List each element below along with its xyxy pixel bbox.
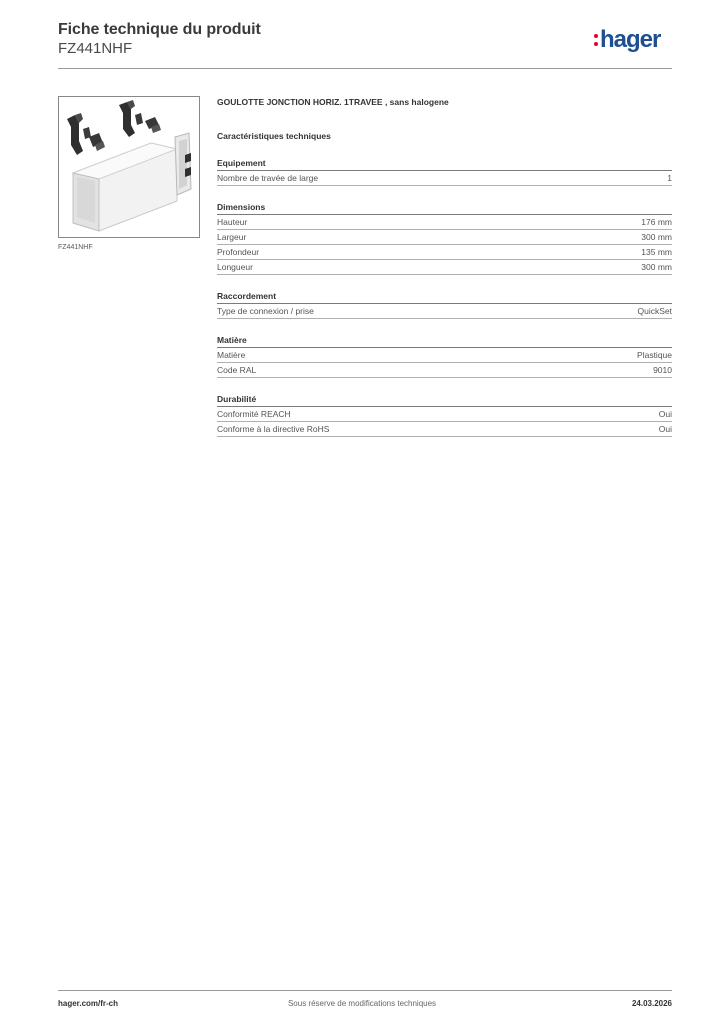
spec-value: 9010 [653, 365, 672, 375]
spec-value: QuickSet [637, 306, 672, 316]
section-title: Equipement [217, 157, 672, 171]
spec-row [217, 304, 672, 319]
spec-label: Matière [217, 350, 246, 360]
spec-label: Code RAL [217, 365, 257, 375]
spec-value: 300 mm [641, 262, 672, 272]
trunking-junction-illustration [59, 97, 199, 237]
product-image [58, 96, 200, 238]
product-description: GOULOTTE JONCTION HORIZ. 1TRAVEE , sans halogene [217, 97, 449, 107]
spec-row [217, 407, 672, 422]
header-divider [58, 68, 672, 69]
spec-value: 176 mm [641, 217, 672, 227]
section-durabilite [217, 393, 672, 437]
spec-row [217, 348, 672, 363]
spec-row [217, 260, 672, 275]
spec-value: 1 [667, 173, 672, 183]
spec-label: Nombre de travée de large [217, 173, 319, 183]
spec-value: Plastique [637, 350, 672, 360]
section-matiere [217, 334, 672, 378]
logo-text: hager [600, 26, 661, 53]
section-dimensions [217, 201, 672, 275]
spec-value: 300 mm [641, 232, 672, 242]
product-specs [217, 96, 672, 437]
section-raccordement [217, 290, 672, 319]
spec-label: Hauteur [217, 217, 248, 227]
spec-label: Longueur [217, 262, 253, 272]
spec-label: Conforme à la directive RoHS [217, 424, 330, 434]
spec-label: Profondeur [217, 247, 260, 257]
spec-row [217, 171, 672, 186]
footer-disclaimer: Sous réserve de modifications techniques [287, 999, 437, 1008]
spec-row [217, 363, 672, 378]
spec-label: Largeur [217, 232, 247, 242]
section-title: Matière [217, 334, 672, 348]
spec-row [217, 422, 672, 437]
section-title: Raccordement [217, 290, 672, 304]
spec-value: Oui [658, 424, 672, 434]
product-reference: FZ441NHF [58, 40, 133, 57]
footer-date: 24.03.2026 [631, 999, 672, 1008]
image-caption: FZ441NHF [58, 244, 93, 251]
spec-label: Conformité REACH [217, 409, 291, 419]
section-equipement [217, 157, 672, 186]
footer-divider [58, 990, 672, 991]
spec-row [217, 230, 672, 245]
spec-label: Type de connexion / prise [217, 306, 314, 316]
spec-row [217, 245, 672, 260]
section-title: Dimensions [217, 201, 672, 215]
hager-logo[interactable] [594, 28, 660, 52]
spec-value: Oui [658, 409, 672, 419]
section-title: Durabilité [217, 393, 672, 407]
logo-colon-mark [594, 32, 598, 48]
spec-row [217, 215, 672, 230]
footer-website-link[interactable]: hager.com/fr-ch [58, 999, 119, 1008]
page-title: Fiche technique du produit [58, 21, 261, 38]
tech-characteristics-heading: Caractéristiques techniques [217, 131, 331, 141]
spec-value: 135 mm [641, 247, 672, 257]
